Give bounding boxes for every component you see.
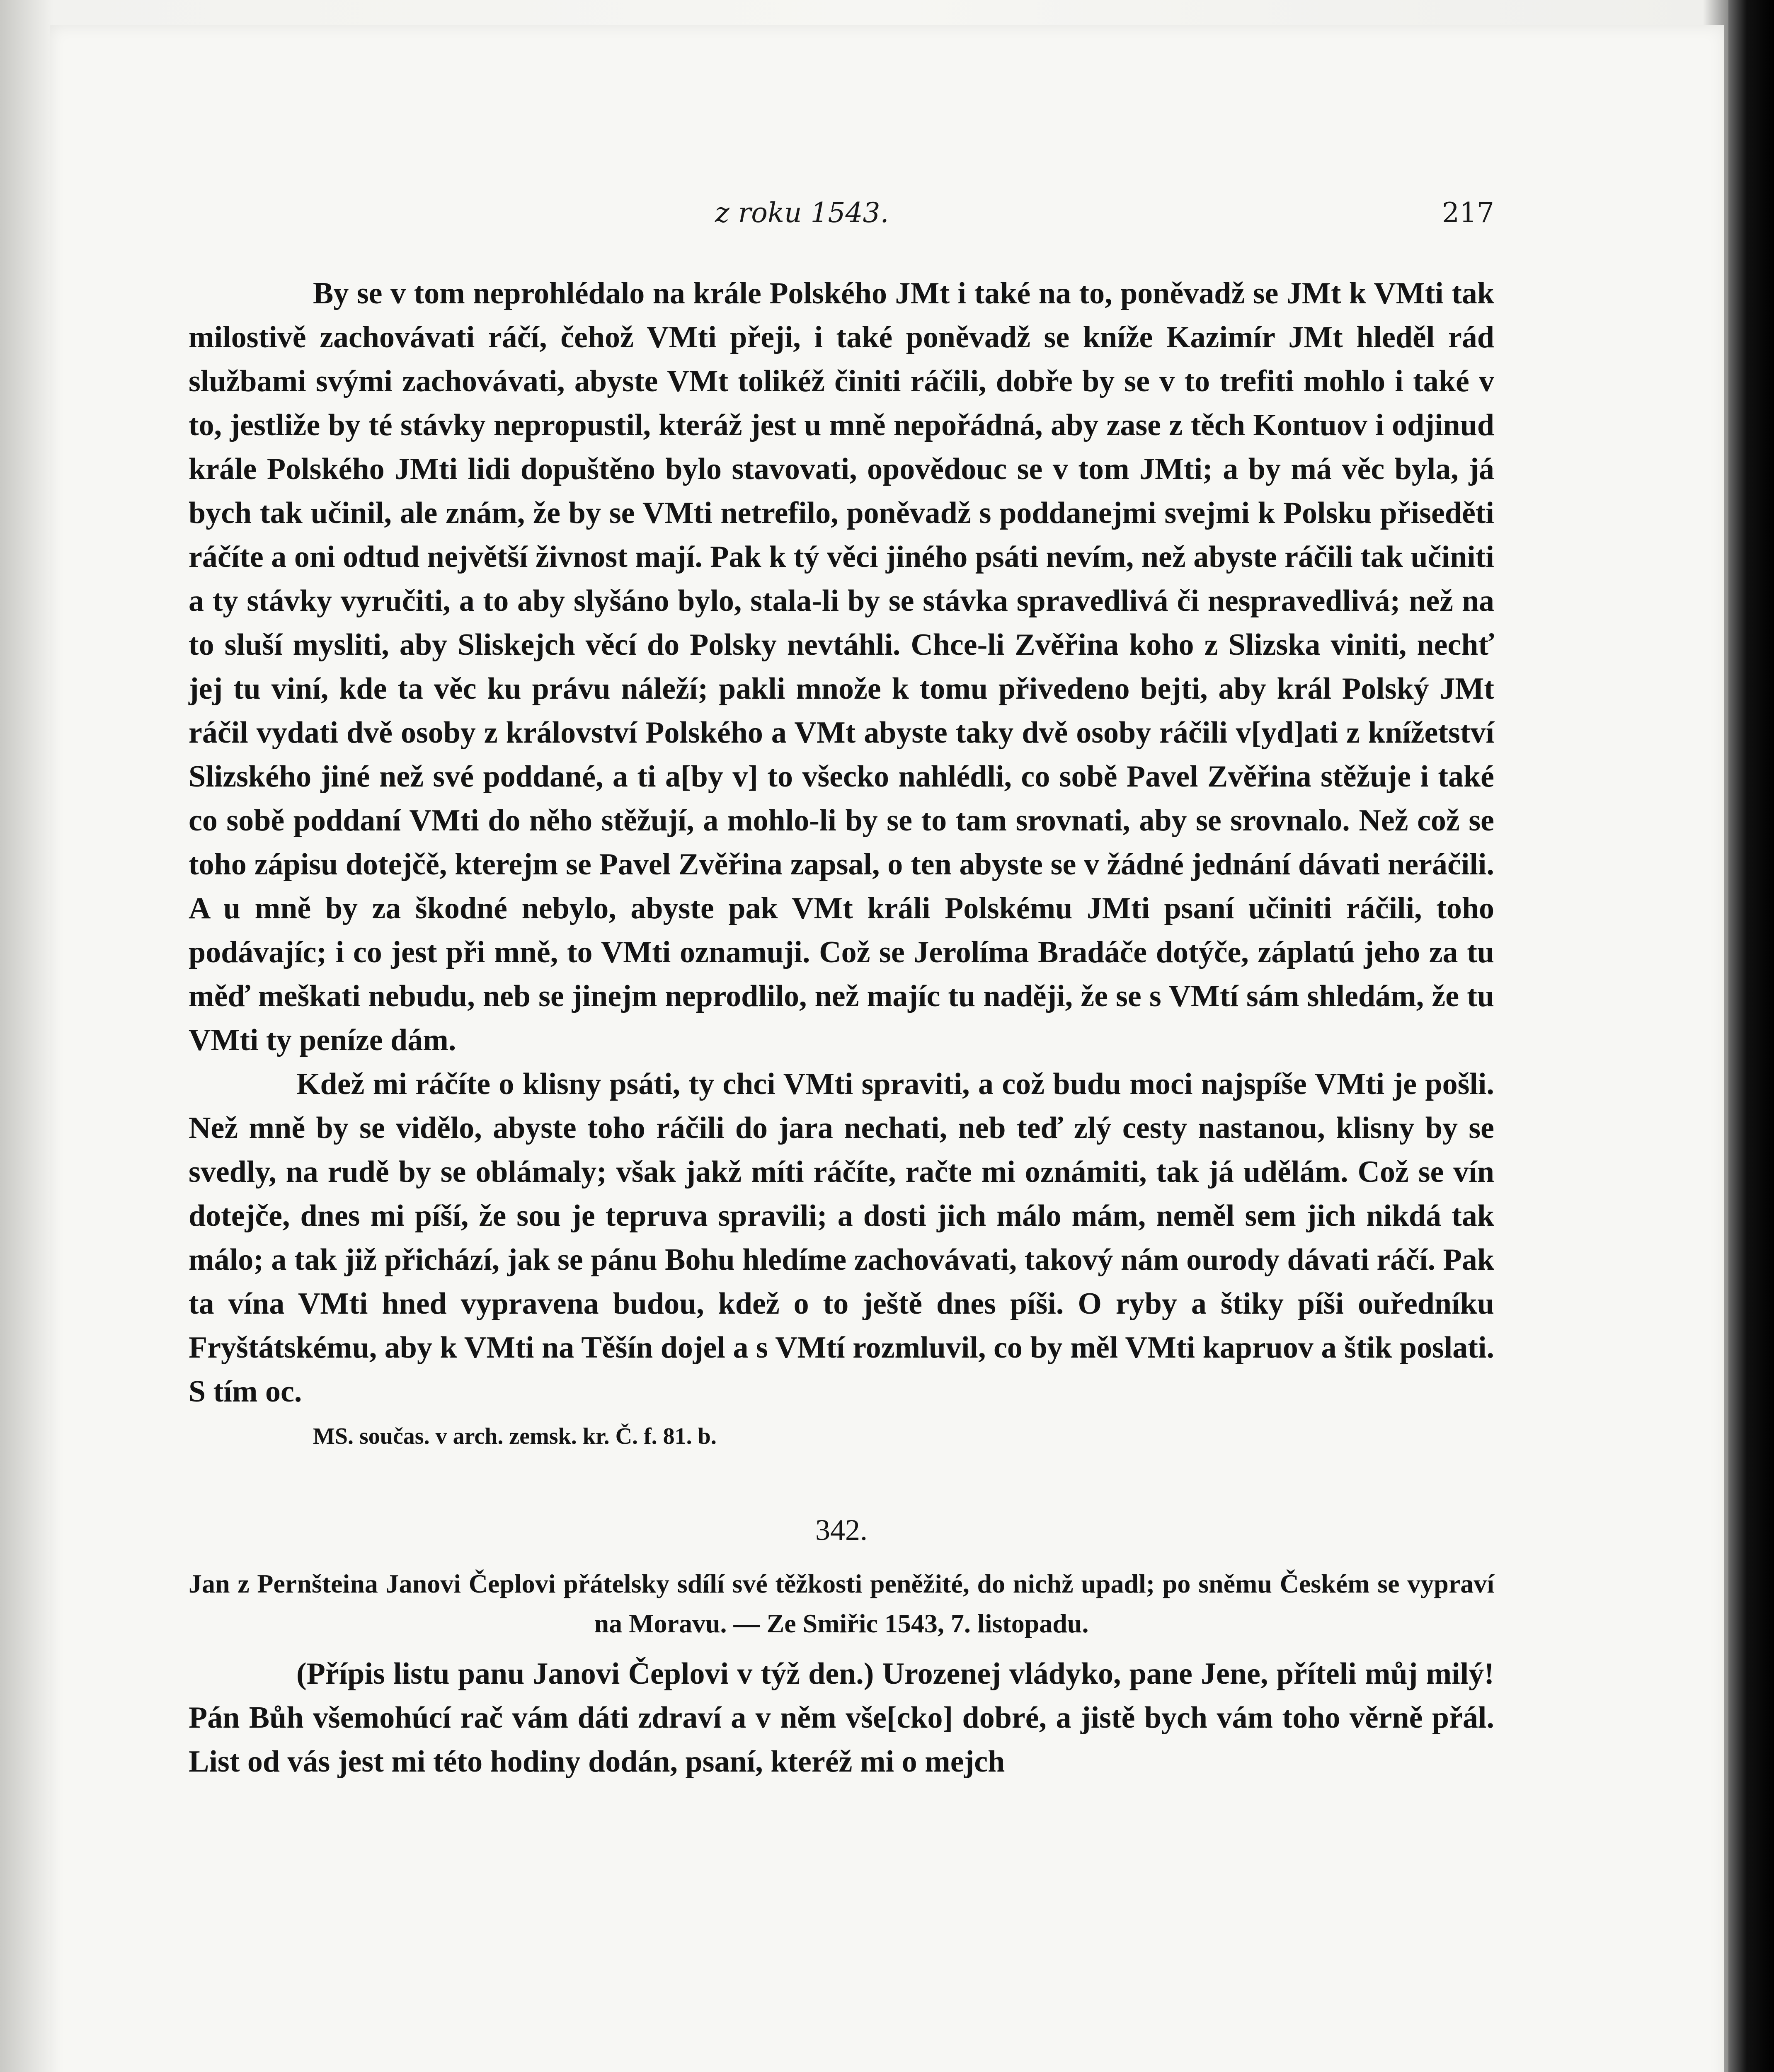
page-number: 217 bbox=[1442, 197, 1494, 229]
text-column bbox=[189, 271, 1494, 1784]
running-head bbox=[189, 197, 1494, 234]
running-title: z roku 1543. bbox=[715, 197, 889, 229]
paragraph-1: By se v tom neprohlédalo na krále Polského JMt i také na to, poněvadž se JMt k VMti tak milostivě zachovávati ráčí, čehož VMti přeji, i také poněvadž se kníže Kazimír JMt hleděl rád službami svými zachovávati, abyste VMt tolikéž činiti ráčili, dobře by se v to trefiti mohlo i také v to, jestliže by té stávky nepropustil, kteráž jest u mně nepořádná, aby zase z těch Kontuov i odjinud krále Polského JMti lidi dopuštěno bylo stavovati, opovědouc se v tom JMti; a by má věc byla, já bych tak učinil, ale znám, že by se VMti netrefilo, poněvadž s poddanejmi svejmi k Polsku přiseděti ráčíte a oni odtud největší živnost mají. Pak k tý věci jiného psáti nevím, než abyste ráčili tak učiniti a ty stávky vyručiti, a to aby slyšáno bylo, stala-li by se stávka spravedlivá či nespravedlivá; než na to sluší mysliti, aby Sliskejch věcí do Polsky nevtáhli. Chce-li Zvěřina koho z Slizska viniti, nechť jej tu viní, kde ta věc ku právu náleží; pakli množe k tomu přivedeno bejti, aby král Polský JMt ráčil vydati dvě osoby z království Polského a VMt abyste taky dvě osoby ráčili v[yd]ati z knížetství Slizského jiné než své poddané, a ti a[by v] to všecko nahlédli, co sobě Pavel Zvěřina stěžuje i také co sobě poddaní VMti do něho stěžují, a mohlo-li by se to tam srovnati, aby se srovnalo. Než což se toho zápisu dotejčě, kterejm se Pavel Zvěřina zapsal, o ten abyste se v žádné jednání dávati neráčili. A u mně by za škodné nebylo, abyste pak VMt králi Polskému JMti psaní učiniti ráčili, toho podávajíc; i co jest při mně, to VMti oznamuji. Což se Jerolíma Bradáče dotýče, záplatú jeho za tu měď meškati nebudu, neb se jinejm neprodlilo, než majíc tu naději, že se s VMtí sám shledám, že tu VMti ty peníze dám. bbox=[189, 276, 1494, 1057]
paragraph-2: Kdež mi ráčíte o klisny psáti, ty chci VMti spraviti, a což budu moci najspíše VMti je pošli. Než mně by se vidělo, abyste toho ráčili do jara nechati, neb teď zlý cesty nastanou, klisny by se svedly, na rudě by se oblámaly; však jakž míti ráčíte, račte mi oznámiti, tak já udělám. Což se vín dotejče, dnes mi píší, že sou je tepruva spravili; a dosti jich málo mám, neměl sem jich nikdá tak málo; a tak již přichází, jak se pánu Bohu hledíme zachovávati, takový nám ourody dávati ráčí. Pak ta vína VMti hned vypravena budou, kdež o to ještě dnes píši. O ryby a štiky píši ouředníku Fryštátskému, aby k VMti na Těšín dojel a s VMtí rozmluvil, co by měl VMti kapruov a štik poslati. S tím oc. bbox=[189, 1067, 1494, 1409]
document-number: 342. bbox=[815, 1513, 868, 1547]
binding-shadow bbox=[1728, 0, 1774, 2072]
regest-summary: Jan z Pernšteina Janovi Čeplovi přátelsky sdílí své těžkosti peněžité, do nichž upadl; po sněmu Českém se vypraví na Moravu. — Ze Smiřic 1543, 7. listopadu. bbox=[189, 1569, 1494, 1638]
paragraph-3: (Přípis listu panu Janovi Čeplovi v týž den.) Urozenej vládyko, pane Jene, příteli můj milý! Pán Bůh všemohúcí rač vám dáti zdraví a v něm vše[cko] dobré, a jistě bych vám toho věrně přál. List od vás jest mi této hodiny dodán, psaní, kteréž mi o mejch bbox=[189, 1657, 1494, 1779]
source-note: MS. součas. v arch. zemsk. kr. Č. f. 81. b. bbox=[313, 1423, 717, 1449]
